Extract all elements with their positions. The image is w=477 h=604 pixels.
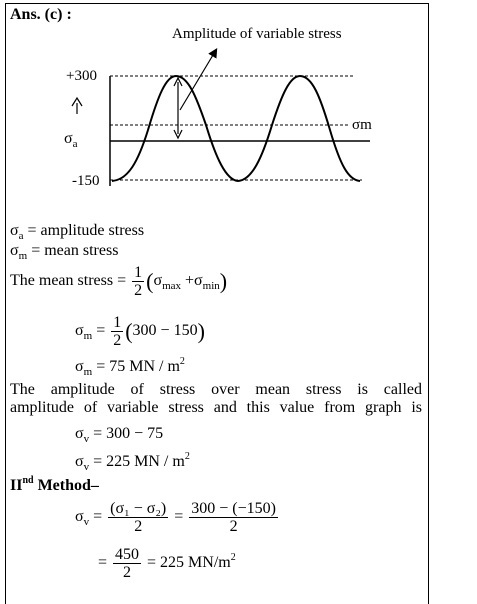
- stress-graph: [0, 0, 477, 200]
- axis-label-sigma-a: $\sigma_a$: [64, 130, 78, 150]
- answer-label: Ans. (c) :: [10, 6, 72, 23]
- definition-mean: $\sigma_m$ = mean stress: [10, 242, 119, 262]
- method-two-result: = $\frac{450}{2}$ = 225 $MN/m^2$: [98, 546, 236, 581]
- sine-curve: [112, 76, 360, 181]
- mean-label-sigma-m: σm: [352, 117, 372, 133]
- sigma-m-result: $\sigma_m = 75$ MN / $m^2$: [75, 356, 185, 378]
- label-minus-150: -150: [72, 173, 100, 189]
- explanation-paragraph: [10, 381, 422, 417]
- definition-amplitude: $\sigma_a$ = amplitude stress: [10, 222, 145, 242]
- method-two-heading: IInd Method–: [10, 475, 99, 494]
- sigma-v-expression: $\sigma_v = 300 - 75$: [75, 425, 164, 445]
- label-plus-300: +300: [66, 68, 97, 84]
- paragraph-line-1: The amplitude of stress over mean stress is called: [10, 381, 422, 398]
- sigma-v-result: $\sigma_v = 225$ MN / $m^2$: [75, 451, 190, 473]
- annotation-label: Amplitude of variable stress: [172, 26, 342, 42]
- up-arrow-icon: [72, 98, 82, 114]
- method-two-equation: $\sigma_v$ = $\frac{\text{(σ₁ − σ₂)}}{2}$ = $\frac{300 - (-150)}{2}$: [75, 500, 276, 535]
- paragraph-line-2: amplitude of variable stress and this value from graph is: [10, 399, 422, 416]
- mean-stress-equation: The mean stress = $\frac{1}{2}$ $(\sigma_{max} +\sigma_{min})$: [10, 264, 228, 299]
- sigma-m-fraction-equation: $\sigma_m$ = $\frac{1}{2}$ (300 − 150): [75, 314, 205, 349]
